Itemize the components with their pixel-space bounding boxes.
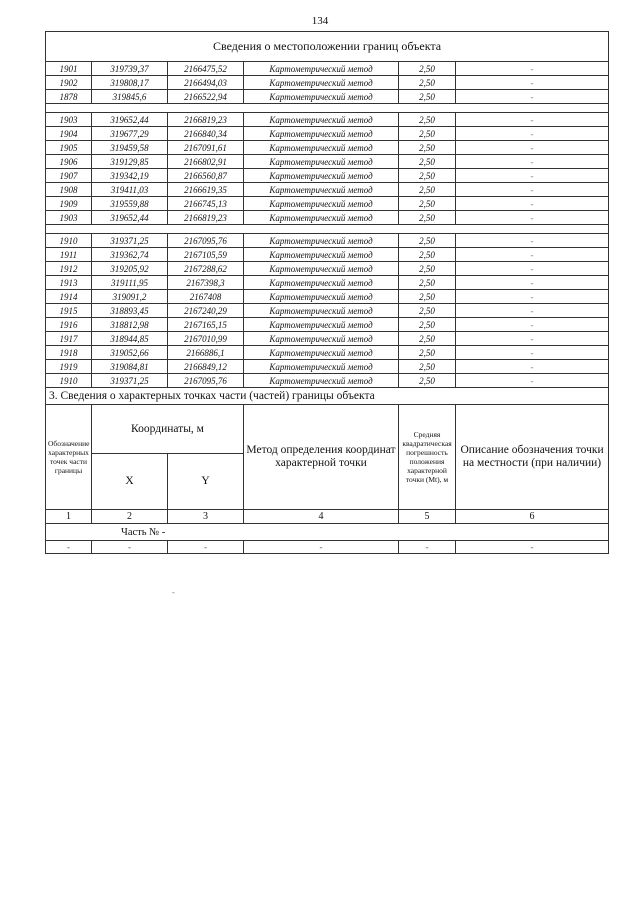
method-cell: Картометрический метод — [244, 183, 399, 197]
table-row — [46, 276, 609, 290]
table-row — [46, 234, 609, 248]
description-cell: - — [456, 304, 609, 318]
point-id-cell: 1902 — [46, 76, 92, 90]
table-row — [46, 127, 609, 141]
column-number: 4 — [244, 510, 399, 524]
point-id-cell: 1917 — [46, 332, 92, 346]
y-coord-cell: 2166886,1 — [168, 346, 244, 360]
point-designation-header: Обозначение характерных точек части границы — [46, 405, 92, 510]
table-row — [46, 90, 609, 104]
y-coord-cell: 2167165,15 — [168, 318, 244, 332]
method-cell: Картометрический метод — [244, 76, 399, 90]
description-cell: - — [456, 155, 609, 169]
accuracy-cell: 2,50 — [399, 76, 456, 90]
table-row — [46, 360, 609, 374]
method-cell: Картометрический метод — [244, 141, 399, 155]
point-id-cell: 1903 — [46, 113, 92, 127]
method-cell: Картометрический метод — [244, 234, 399, 248]
y-coord-cell: 2167105,59 — [168, 248, 244, 262]
table-row — [46, 248, 609, 262]
y-coord-cell: 2167408 — [168, 290, 244, 304]
column-number: 2 — [92, 510, 168, 524]
point-id-cell: 1915 — [46, 304, 92, 318]
empty-cell: - — [46, 541, 92, 554]
column-numbers-row — [46, 510, 609, 524]
y-coord-cell: 2166522,94 — [168, 90, 244, 104]
empty-data-row — [46, 541, 609, 554]
point-id-cell: 1905 — [46, 141, 92, 155]
empty-cell: - — [168, 541, 244, 554]
table-row — [46, 155, 609, 169]
x-coord-cell: 319808,17 — [92, 76, 168, 90]
document-sheet — [45, 31, 608, 554]
y-coord-cell: 2166475,52 — [168, 62, 244, 76]
column-number: 6 — [456, 510, 609, 524]
description-cell: - — [456, 211, 609, 225]
table-row — [46, 374, 609, 388]
table-row — [46, 169, 609, 183]
table-row — [46, 197, 609, 211]
description-cell: - — [456, 318, 609, 332]
x-coord-cell: 318893,45 — [92, 304, 168, 318]
x-coord-cell: 319845,6 — [92, 90, 168, 104]
description-header: Описание обозначения точки на местности (при наличии) — [456, 405, 609, 510]
boundary-table-body — [46, 32, 609, 388]
y-coord-cell: 2166619,35 — [168, 183, 244, 197]
table-row — [46, 318, 609, 332]
description-cell: - — [456, 169, 609, 183]
accuracy-cell: 2,50 — [399, 346, 456, 360]
empty-cell: - — [456, 541, 609, 554]
x-coord-cell: 319205,92 — [92, 262, 168, 276]
x-coord-cell: 319371,25 — [92, 374, 168, 388]
y-coord-cell: 2166560,87 — [168, 169, 244, 183]
method-cell: Картометрический метод — [244, 318, 399, 332]
description-cell: - — [456, 90, 609, 104]
accuracy-cell: 2,50 — [399, 318, 456, 332]
description-cell: - — [456, 62, 609, 76]
part-label: Часть № - — [46, 524, 609, 541]
y-coord-cell: 2166819,23 — [168, 113, 244, 127]
method-header: Метод определения координат характерной точки — [244, 405, 399, 510]
separator-cell — [46, 104, 609, 113]
method-cell: Картометрический метод — [244, 211, 399, 225]
x-coord-cell: 318944,85 — [92, 332, 168, 346]
method-cell: Картометрический метод — [244, 169, 399, 183]
accuracy-cell: 2,50 — [399, 248, 456, 262]
description-cell: - — [456, 360, 609, 374]
y-coord-cell: 2167095,76 — [168, 234, 244, 248]
method-cell: Картометрический метод — [244, 127, 399, 141]
separator-cell — [46, 225, 609, 234]
x-coord-cell: 319652,44 — [92, 113, 168, 127]
y-coord-cell: 2167240,29 — [168, 304, 244, 318]
point-id-cell: 1906 — [46, 155, 92, 169]
y-coord-cell: 2166802,91 — [168, 155, 244, 169]
empty-cell: - — [244, 541, 399, 554]
point-id-cell: 1910 — [46, 374, 92, 388]
point-id-cell: 1918 — [46, 346, 92, 360]
point-id-cell: 1878 — [46, 90, 92, 104]
boundary-table — [45, 31, 609, 388]
point-id-cell: 1914 — [46, 290, 92, 304]
y-coord-cell: 2166840,34 — [168, 127, 244, 141]
x-coord-cell: 319652,44 — [92, 211, 168, 225]
accuracy-cell: 2,50 — [399, 290, 456, 304]
description-cell: - — [456, 262, 609, 276]
x-header: X — [92, 454, 168, 510]
method-cell: Картометрический метод — [244, 360, 399, 374]
description-cell: - — [456, 76, 609, 90]
table-row — [46, 262, 609, 276]
point-id-cell: 1910 — [46, 234, 92, 248]
description-cell: - — [456, 346, 609, 360]
x-coord-cell: 319111,95 — [92, 276, 168, 290]
description-cell: - — [456, 332, 609, 346]
accuracy-cell: 2,50 — [399, 234, 456, 248]
point-id-cell: 1911 — [46, 248, 92, 262]
accuracy-cell: 2,50 — [399, 332, 456, 346]
x-coord-cell: 319739,37 — [92, 62, 168, 76]
x-coord-cell: 319129,85 — [92, 155, 168, 169]
point-id-cell: 1913 — [46, 276, 92, 290]
accuracy-cell: 2,50 — [399, 62, 456, 76]
page-number: 134 — [311, 15, 329, 27]
x-coord-cell: 319411,03 — [92, 183, 168, 197]
y-coord-cell: 2167288,62 — [168, 262, 244, 276]
column-number: 5 — [399, 510, 456, 524]
section3-title: 3. Сведения о характерных точках части (частей) границы объекта — [46, 388, 609, 405]
description-cell: - — [456, 234, 609, 248]
accuracy-cell: 2,50 — [399, 169, 456, 183]
section3-table — [45, 388, 609, 554]
x-coord-cell: 319362,74 — [92, 248, 168, 262]
description-cell: - — [456, 276, 609, 290]
point-id-cell: 1916 — [46, 318, 92, 332]
method-cell: Картометрический метод — [244, 346, 399, 360]
method-cell: Картометрический метод — [244, 90, 399, 104]
method-cell: Картометрический метод — [244, 62, 399, 76]
accuracy-cell: 2,50 — [399, 183, 456, 197]
group-separator-row — [46, 104, 609, 113]
description-cell: - — [456, 183, 609, 197]
point-id-cell: 1912 — [46, 262, 92, 276]
y-coord-cell: 2166494,03 — [168, 76, 244, 90]
table-row — [46, 211, 609, 225]
section3-title-row — [46, 388, 609, 405]
point-id-cell: 1907 — [46, 169, 92, 183]
x-coord-cell: 319459,58 — [92, 141, 168, 155]
accuracy-cell: 2,50 — [399, 211, 456, 225]
x-coord-cell: 319342,19 — [92, 169, 168, 183]
description-cell: - — [456, 113, 609, 127]
description-cell: - — [456, 127, 609, 141]
y-coord-cell: 2166819,23 — [168, 211, 244, 225]
x-coord-cell: 319052,66 — [92, 346, 168, 360]
table-row — [46, 62, 609, 76]
table-row — [46, 113, 609, 127]
x-coord-cell: 319091,2 — [92, 290, 168, 304]
method-cell: Картометрический метод — [244, 374, 399, 388]
method-cell: Картометрический метод — [244, 248, 399, 262]
column-number: 1 — [46, 510, 92, 524]
accuracy-cell: 2,50 — [399, 197, 456, 211]
y-header: Y — [168, 454, 244, 510]
method-cell: Картометрический метод — [244, 332, 399, 346]
description-cell: - — [456, 197, 609, 211]
x-coord-cell: 319677,29 — [92, 127, 168, 141]
empty-cell: - — [92, 541, 168, 554]
point-id-cell: 1901 — [46, 62, 92, 76]
accuracy-cell: 2,50 — [399, 141, 456, 155]
accuracy-cell: 2,50 — [399, 304, 456, 318]
point-id-cell: 1908 — [46, 183, 92, 197]
point-id-cell: 1909 — [46, 197, 92, 211]
accuracy-cell: 2,50 — [399, 90, 456, 104]
method-cell: Картометрический метод — [244, 262, 399, 276]
column-number: 3 — [168, 510, 244, 524]
table-row — [46, 290, 609, 304]
empty-cell: - — [399, 541, 456, 554]
description-cell: - — [456, 248, 609, 262]
table-row — [46, 346, 609, 360]
y-coord-cell: 2167010,99 — [168, 332, 244, 346]
accuracy-cell: 2,50 — [399, 276, 456, 290]
accuracy-cell: 2,50 — [399, 127, 456, 141]
x-coord-cell: 319559,88 — [92, 197, 168, 211]
table-row — [46, 141, 609, 155]
coordinates-header: Координаты, м — [92, 405, 244, 454]
method-cell: Картометрический метод — [244, 155, 399, 169]
x-coord-cell: 319371,25 — [92, 234, 168, 248]
table-title: Сведения о местоположении границ объекта — [46, 32, 609, 62]
accuracy-header: Средняя квадратическая погрешность положения характерной точки (Mt), м — [399, 405, 456, 510]
group-separator-row — [46, 225, 609, 234]
description-cell: - — [456, 290, 609, 304]
section3-header-row — [46, 405, 609, 454]
method-cell: Картометрический метод — [244, 197, 399, 211]
part-row — [46, 524, 609, 541]
accuracy-cell: 2,50 — [399, 262, 456, 276]
y-coord-cell: 2167091,61 — [168, 141, 244, 155]
table-row — [46, 304, 609, 318]
method-cell: Картометрический метод — [244, 113, 399, 127]
description-cell: - — [456, 141, 609, 155]
table-row — [46, 183, 609, 197]
y-coord-cell: 2167095,76 — [168, 374, 244, 388]
accuracy-cell: 2,50 — [399, 374, 456, 388]
method-cell: Картометрический метод — [244, 304, 399, 318]
stray-mark: - — [172, 588, 175, 597]
x-coord-cell: 319084,81 — [92, 360, 168, 374]
point-id-cell: 1919 — [46, 360, 92, 374]
table-row — [46, 332, 609, 346]
y-coord-cell: 2167398,3 — [168, 276, 244, 290]
description-cell: - — [456, 374, 609, 388]
method-cell: Картометрический метод — [244, 290, 399, 304]
table-row — [46, 76, 609, 90]
y-coord-cell: 2166849,12 — [168, 360, 244, 374]
x-coord-cell: 318812,98 — [92, 318, 168, 332]
accuracy-cell: 2,50 — [399, 113, 456, 127]
point-id-cell: 1904 — [46, 127, 92, 141]
table-title-row — [46, 32, 609, 62]
point-id-cell: 1903 — [46, 211, 92, 225]
y-coord-cell: 2166745,13 — [168, 197, 244, 211]
method-cell: Картометрический метод — [244, 276, 399, 290]
accuracy-cell: 2,50 — [399, 360, 456, 374]
accuracy-cell: 2,50 — [399, 155, 456, 169]
